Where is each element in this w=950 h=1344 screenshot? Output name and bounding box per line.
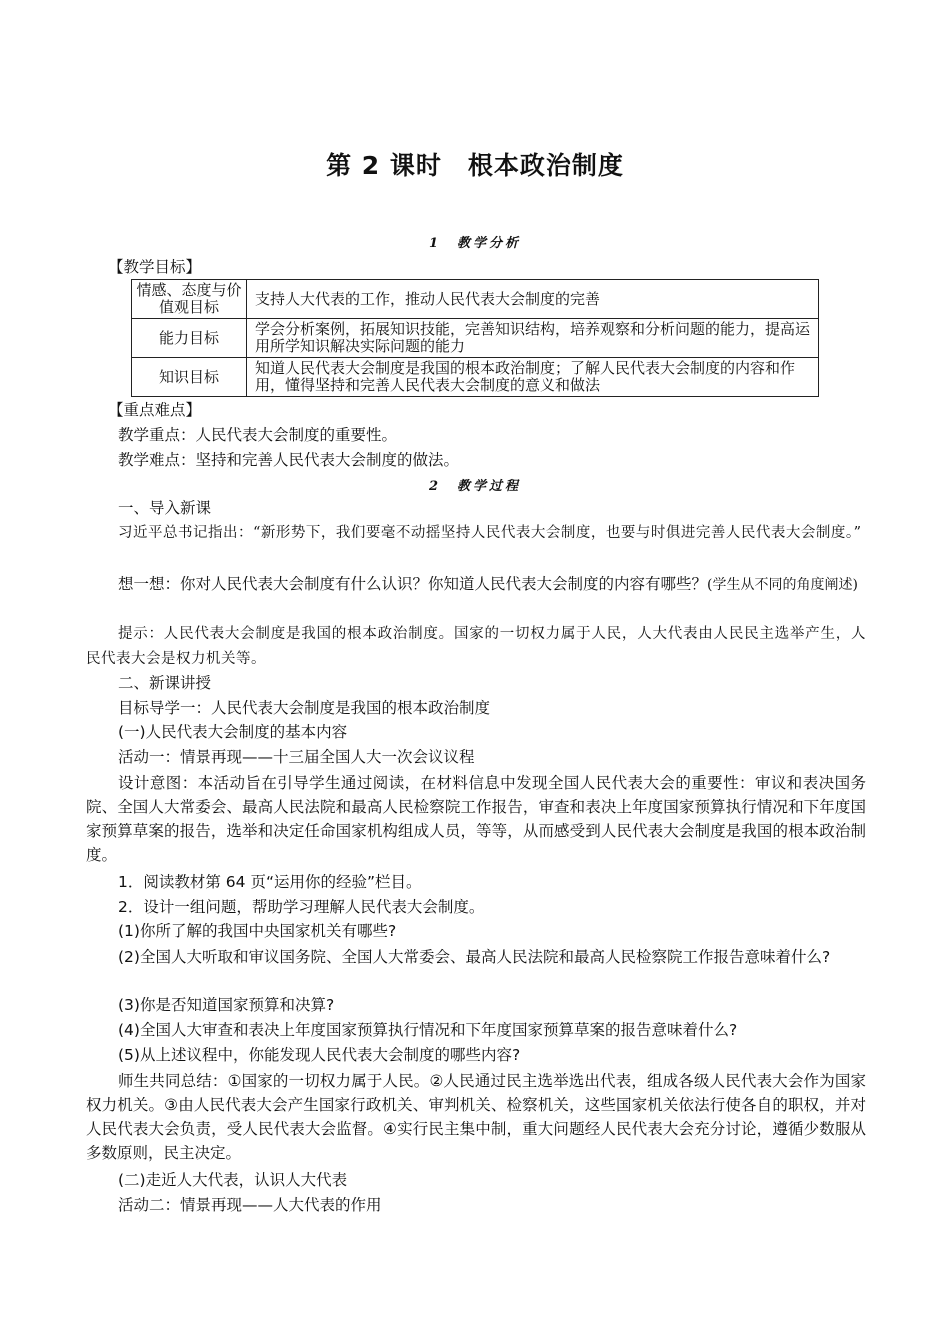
intro-quote: 习近平总书记指出：“新形势下，我们要毫不动摇坚持人民代表大会制度，也要与时俱进完善人民代表大会制度。”	[118, 525, 862, 541]
question-3: (3)你是否知道国家预算和决算?	[118, 996, 335, 1014]
summary: 师生共同总结：①国家的一切权力属于人民。②人民通过民主选举选出代表，组成各级人民代表大会作为国家权力机关。③由人民代表大会产生国家行政机关、审判机关、检察机关，这些国家机关依法行使各自的职权，并对人民代表大会负责，受人民代表大会监督。④实行民主集中制，重大问题经人民代表大会充分讨论，遵循少数服从多数原则，民主决定。	[86, 1072, 866, 1162]
key-points-heading: 【重点难点】	[108, 401, 202, 419]
goals-row	[132, 358, 819, 397]
key-point: 教学重点：人民代表大会制度的重要性。	[118, 426, 398, 444]
goals-row	[132, 319, 819, 358]
think-note: (学生从不同的角度阐述)	[707, 577, 858, 593]
step-two: 2．设计一组问题，帮助学习理解人民代表大会制度。	[118, 898, 485, 916]
target-one: 目标导学一：人民代表大会制度是我国的根本政治制度	[118, 699, 491, 717]
difficult-point: 教学难点：坚持和完善人民代表大会制度的做法。	[118, 451, 460, 469]
question-4: (4)全国人大审查和表决上年度国家预算执行情况和下年度国家预算草案的报告意味着什么?	[118, 1021, 738, 1039]
hint-paragraph	[86, 621, 866, 671]
goal-text: 知道人民代表大会制度是我国的根本政治制度；了解人民代表大会制度的内容和作用，懂得坚持和完善人民代表大会制度的意义和做法	[247, 358, 819, 397]
question-5: (5)从上述议程中，你能发现人民代表大会制度的哪些内容?	[118, 1046, 521, 1064]
activity-two: 活动二：情景再现——人大代表的作用	[118, 1196, 382, 1214]
goal-label: 能力目标	[132, 319, 247, 358]
hint-text: 提示：人民代表大会制度是我国的根本政治制度。国家的一切权力属于人民，人大代表由人民民主选举产生，人民代表大会是权力机关等。	[86, 626, 866, 667]
question-1: (1)你所了解的我国中央国家机关有哪些?	[118, 922, 397, 940]
intro-heading: 一、导入新课	[118, 499, 212, 517]
think-question: 想一想：你对人民代表大会制度有什么认识？你知道人民代表大会制度的内容有哪些？	[118, 575, 708, 593]
subsection-two: (二)走近人大代表，认识人大代表	[118, 1171, 348, 1189]
goals-row	[132, 280, 819, 319]
goals-table	[131, 279, 819, 397]
goal-label: 知识目标	[132, 358, 247, 397]
step-one: 1．阅读教材第 64 页“运用你的经验”栏目。	[118, 873, 422, 891]
section-teaching-process: 2 教学过程	[428, 479, 522, 494]
goals-heading: 【教学目标】	[108, 258, 202, 276]
design-intent: 设计意图：本活动旨在引导学生通过阅读，在材料信息中发现全国人民代表大会的重要性：审议和表决国务院、全国人大常委会、最高人民法院和最高人民检察院工作报告，审查和表决上年度国家预算执行情况和下年度国家预算草案的报告，选举和决定任命国家机构组成人员，等等，从而感受到人民代表大会制度是我国的根本政治制度。	[86, 774, 866, 864]
goal-label: 情感、态度与价值观目标	[132, 280, 247, 319]
page-title: 第 2 课时 根本政治制度	[326, 151, 624, 180]
lesson-heading: 二、新课讲授	[118, 674, 212, 692]
question-2: (2)全国人大听取和审议国务院、全国人大常委会、最高人民法院和最高人民检察院工作报告意味着什么?	[118, 948, 831, 966]
goal-text: 学会分析案例，拓展知识技能，完善知识结构，培养观察和分析问题的能力，提高运用所学知识解决实际问题的能力	[247, 319, 819, 358]
goal-text: 支持人大代表的工作，推动人民代表大会制度的完善	[247, 280, 819, 319]
activity-one: 活动一：情景再现——十三届全国人大一次会议议程	[118, 748, 475, 766]
think-paragraph	[86, 572, 866, 597]
subsection-one: (一)人民代表大会制度的基本内容	[118, 723, 348, 741]
section-teaching-analysis: 1 教学分析	[428, 236, 522, 251]
